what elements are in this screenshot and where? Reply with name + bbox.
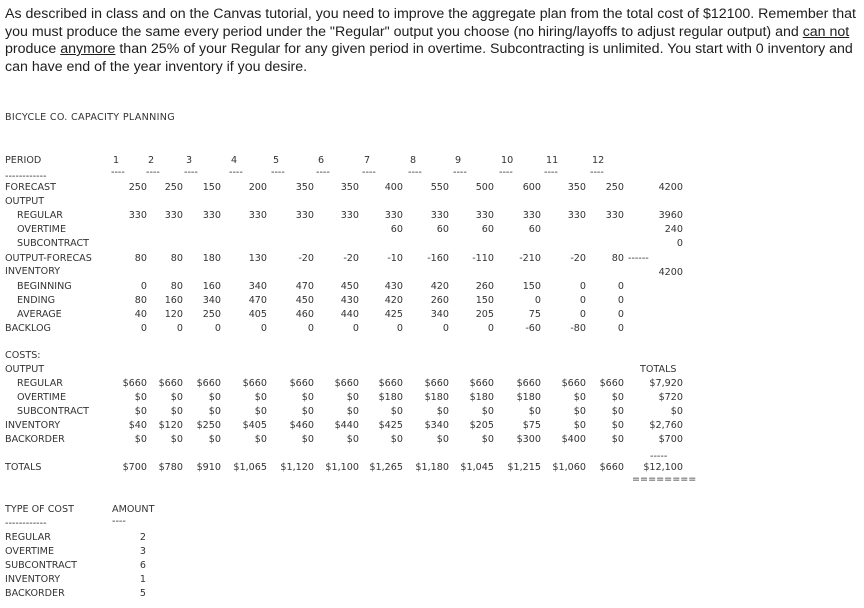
period-underline: ----: [111, 167, 125, 178]
period-number: 2: [148, 155, 155, 166]
cost-cell: $660: [158, 378, 183, 389]
row-cell: 0: [617, 281, 624, 292]
row-cell: 430: [384, 281, 403, 292]
cost-cell: $400: [561, 434, 586, 445]
row-cell: 0: [442, 323, 449, 334]
cost-cell: $660: [599, 378, 624, 389]
grand-total-cell: $1,060: [552, 462, 586, 473]
row-cell: 60: [481, 224, 494, 235]
cost-cell: $180: [516, 392, 541, 403]
cost-cell: $0: [254, 392, 267, 403]
cost-row-total: $0: [670, 406, 683, 417]
costs-label: COSTS:: [5, 350, 41, 361]
grand-total: $12,100: [643, 462, 683, 473]
cost-cell: $250: [196, 420, 221, 431]
period-underline: ----: [408, 167, 422, 178]
cost-type-label: BACKORDER: [5, 588, 65, 599]
grand-total-cell: $780: [158, 462, 183, 473]
row-cell: 330: [164, 210, 183, 221]
row-cell: 420: [384, 295, 403, 306]
row-cell: -20: [570, 253, 586, 264]
cost-type-amount: 2: [139, 532, 146, 543]
row-cell: 500: [475, 182, 494, 193]
row-cell: 350: [340, 182, 359, 193]
row-cell: 405: [248, 309, 267, 320]
row-cell: -160: [427, 253, 449, 264]
row-cell: 80: [134, 295, 147, 306]
row-cell: 330: [522, 210, 541, 221]
cost-cell: $180: [424, 392, 449, 403]
cost-row-total: $2,760: [649, 420, 683, 431]
row-cell: 200: [248, 182, 267, 193]
row-cell: 260: [430, 295, 449, 306]
cost-cell: $660: [424, 378, 449, 389]
row-label: REGULAR: [17, 210, 63, 221]
cost-cell: $180: [469, 392, 494, 403]
row-cell: 250: [128, 182, 147, 193]
period-number: 8: [410, 155, 417, 166]
cost-cell: $180: [378, 392, 403, 403]
row-cell: 150: [475, 295, 494, 306]
cost-row-total: $700: [658, 434, 683, 445]
period-underline: ----: [544, 167, 558, 178]
cost-cell: $0: [170, 392, 183, 403]
cost-cell: $0: [528, 406, 541, 417]
row-label: OUTPUT: [5, 196, 45, 207]
cost-row-label: SUBCONTRACT: [17, 406, 90, 417]
row-cell: 430: [340, 295, 359, 306]
row-cell: 0: [487, 323, 494, 334]
row-cell: 330: [295, 210, 314, 221]
cost-row-label: BACKORDER: [5, 434, 65, 445]
row-cell: 600: [522, 182, 541, 193]
row-cell: 0: [579, 309, 586, 320]
row-cell: 330: [340, 210, 359, 221]
cost-cell: $660: [469, 378, 494, 389]
row-cell: 330: [605, 210, 624, 221]
cost-cell: $40: [128, 420, 147, 431]
row-cell: 120: [164, 309, 183, 320]
row-cell: 60: [436, 224, 449, 235]
grand-total-cell: $1,045: [460, 462, 494, 473]
row-cell: 450: [295, 295, 314, 306]
row-label: ENDING: [17, 295, 56, 306]
cost-cell: $0: [301, 392, 314, 403]
grand-totals-label: TOTALS: [5, 462, 42, 473]
row-cell: 330: [202, 210, 221, 221]
period-number: 4: [231, 155, 238, 166]
period-underline: ----: [316, 167, 330, 178]
instructions-text-2: produce: [5, 41, 61, 57]
row-cell: 340: [430, 309, 449, 320]
cost-cell: $0: [301, 406, 314, 417]
cost-cell: $0: [346, 392, 359, 403]
row-cell: 0: [534, 295, 541, 306]
row-cell: 340: [248, 281, 267, 292]
cost-cell: $0: [254, 434, 267, 445]
row-cell: 350: [567, 182, 586, 193]
row-cell: 330: [248, 210, 267, 221]
cost-cell: $300: [516, 434, 541, 445]
label-underline: ------------: [5, 171, 47, 182]
row-cell: 250: [164, 182, 183, 193]
cost-cell: $660: [122, 378, 147, 389]
cost-cell: $0: [481, 434, 494, 445]
period-underline: ----: [184, 167, 198, 178]
cost-cell: $0: [481, 406, 494, 417]
row-cell: -10: [387, 253, 403, 264]
period-number: 5: [273, 155, 280, 166]
cost-type-amount: 1: [139, 574, 146, 585]
amount-underline: ----: [112, 516, 126, 527]
instructions-emphasis-anymore: anymore: [60, 41, 116, 57]
cost-cell: $0: [346, 406, 359, 417]
row-cell: 0: [140, 323, 147, 334]
row-cell: 340: [202, 295, 221, 306]
row-cell: 330: [384, 210, 403, 221]
cost-cell: $0: [573, 420, 586, 431]
row-cell: 330: [128, 210, 147, 221]
cost-cell: $0: [611, 420, 624, 431]
period-number: 10: [501, 155, 514, 166]
row-cell: 550: [430, 182, 449, 193]
row-cell: -20: [298, 253, 314, 264]
cost-cell: $0: [170, 406, 183, 417]
cost-cell: $205: [469, 420, 494, 431]
row-cell: 75: [528, 309, 541, 320]
cost-cell: $0: [208, 392, 221, 403]
row-cell: 0: [214, 323, 221, 334]
cost-cell: $0: [573, 406, 586, 417]
row-cell: 0: [140, 281, 147, 292]
row-cell: 250: [202, 309, 221, 320]
period-number: 3: [186, 155, 193, 166]
row-cell: 130: [248, 253, 267, 264]
cost-type-amount: 6: [139, 560, 146, 571]
row-cell: 450: [340, 281, 359, 292]
row-cell: 0: [579, 281, 586, 292]
period-number: 6: [318, 155, 325, 166]
double-rule: ========: [632, 474, 697, 485]
cost-cell: $405: [242, 420, 267, 431]
period-underline: ----: [590, 167, 604, 178]
row-cell: 0: [617, 323, 624, 334]
row-cell: 0: [260, 323, 267, 334]
cost-cell: $0: [611, 434, 624, 445]
row-cell: 160: [202, 281, 221, 292]
cost-type-label: OVERTIME: [5, 546, 55, 557]
instructions-emphasis-can-not: can not: [802, 23, 850, 40]
cost-cell: $0: [436, 434, 449, 445]
cost-cell: $0: [134, 406, 147, 417]
row-cell: 0: [307, 323, 314, 334]
row-cell: 0: [176, 323, 183, 334]
row-total: 3960: [658, 210, 683, 221]
cost-type-amount: 3: [139, 546, 146, 557]
cost-cell: $660: [378, 378, 403, 389]
cost-cell: $0: [134, 434, 147, 445]
cost-cell: $0: [208, 406, 221, 417]
row-cell: 425: [384, 309, 403, 320]
row-cell: -80: [570, 323, 586, 334]
row-label: OUTPUT-FORECAS: [5, 253, 92, 264]
row-cell: 330: [567, 210, 586, 221]
cost-cell: $0: [611, 406, 624, 417]
cost-row-label: OVERTIME: [17, 392, 67, 403]
row-label: BEGINNING: [17, 281, 72, 292]
type-of-cost-label: TYPE OF COST: [5, 504, 74, 515]
row-cell: -210: [519, 253, 541, 264]
row-label: BACKLOG: [5, 323, 51, 334]
grand-total-cell: $1,065: [233, 462, 267, 473]
row-cell: 0: [352, 323, 359, 334]
row-cell: 400: [384, 182, 403, 193]
cost-row-total: $7,920: [649, 378, 683, 389]
type-underline: ------------: [5, 518, 47, 529]
cost-cell: $660: [516, 378, 541, 389]
row-cell: 330: [475, 210, 494, 221]
row-cell: -110: [472, 253, 494, 264]
grand-total-cell: $700: [122, 462, 147, 473]
cost-cell: $660: [242, 378, 267, 389]
row-label: INVENTORY: [5, 266, 61, 277]
row-cell: 250: [605, 182, 624, 193]
period-label: PERIOD: [5, 155, 42, 166]
row-cell: -20: [343, 253, 359, 264]
cost-cell: $660: [334, 378, 359, 389]
row-label: OVERTIME: [17, 224, 67, 235]
cost-row-label: REGULAR: [17, 378, 63, 389]
period-number: 12: [592, 155, 605, 166]
row-cell: 80: [170, 281, 183, 292]
total-dash: -----: [650, 451, 668, 462]
cost-cell: $660: [289, 378, 314, 389]
cost-cell: $0: [170, 434, 183, 445]
cost-type-label: REGULAR: [5, 532, 51, 543]
row-cell: 260: [475, 281, 494, 292]
cost-cell: $340: [424, 420, 449, 431]
cost-cell: $0: [390, 434, 403, 445]
cost-cell: $425: [378, 420, 403, 431]
row-cell: 205: [475, 309, 494, 320]
cost-cell: $0: [390, 406, 403, 417]
period-underline: ----: [499, 167, 513, 178]
row-total: 0: [676, 238, 683, 249]
row-cell: 180: [202, 253, 221, 264]
cost-cell: $120: [158, 420, 183, 431]
cost-cell: $0: [611, 392, 624, 403]
row-total: 4200: [658, 267, 683, 278]
grand-total-cell: $1,100: [325, 462, 359, 473]
inline-dash: ------: [628, 253, 649, 264]
row-label: AVERAGE: [17, 309, 62, 320]
row-cell: 160: [164, 295, 183, 306]
period-number: 9: [455, 155, 462, 166]
instructions-text-3: than 25% of your Regular for any given period in overtime. Subcontracting is unlimited. You start with 0 inventory and can have end of the year inventory if you desire.: [5, 41, 853, 75]
row-cell: 0: [579, 295, 586, 306]
period-underline: ----: [362, 167, 376, 178]
cost-type-label: INVENTORY: [5, 574, 61, 585]
grand-total-cell: $1,265: [369, 462, 403, 473]
cost-type-label: SUBCONTRACT: [5, 560, 78, 571]
row-cell: -60: [525, 323, 541, 334]
instructions-text-1: As described in class and on the Canvas tutorial, you need to improve the aggregate plan from the total cost of $12100. Remember that you must produce the same every period under the "Regular" output you choose (no hiring/layoffs to adjust regular output) and: [5, 6, 856, 40]
cost-row-label: INVENTORY: [5, 420, 61, 431]
period-number: 1: [113, 155, 120, 166]
row-cell: 40: [134, 309, 147, 320]
row-cell: 80: [611, 253, 624, 264]
row-cell: 60: [390, 224, 403, 235]
grand-total-cell: $1,120: [280, 462, 314, 473]
row-total: 240: [664, 224, 683, 235]
row-cell: 80: [170, 253, 183, 264]
grand-total-cell: $660: [599, 462, 624, 473]
totals-header: TOTALS: [640, 364, 677, 375]
row-cell: 330: [430, 210, 449, 221]
row-cell: 460: [295, 309, 314, 320]
row-total: 4200: [658, 182, 683, 193]
row-cell: 470: [248, 295, 267, 306]
period-underline: ----: [146, 167, 160, 178]
cost-cell: $0: [346, 434, 359, 445]
row-cell: 150: [522, 281, 541, 292]
row-cell: 350: [295, 182, 314, 193]
row-label: SUBCONTRACT: [17, 238, 90, 249]
cost-cell: $0: [254, 406, 267, 417]
cost-cell: $0: [208, 434, 221, 445]
cost-cell: $660: [561, 378, 586, 389]
period-underline: ----: [453, 167, 467, 178]
cost-row-label: OUTPUT: [5, 364, 45, 375]
row-cell: 150: [202, 182, 221, 193]
row-cell: 420: [430, 281, 449, 292]
cost-cell: $0: [134, 392, 147, 403]
period-underline: ----: [271, 167, 285, 178]
grand-total-cell: $1,215: [507, 462, 541, 473]
row-cell: 0: [396, 323, 403, 334]
cost-cell: $0: [573, 392, 586, 403]
row-cell: 0: [617, 295, 624, 306]
cost-cell: $440: [334, 420, 359, 431]
cost-cell: $460: [289, 420, 314, 431]
cost-row-total: $720: [658, 392, 683, 403]
amount-label: AMOUNT: [112, 504, 155, 515]
period-number: 7: [364, 155, 371, 166]
row-cell: 80: [134, 253, 147, 264]
cost-cell: $0: [436, 406, 449, 417]
row-cell: 470: [295, 281, 314, 292]
period-underline: ----: [229, 167, 243, 178]
cost-type-amount: 5: [139, 588, 146, 599]
cost-cell: $75: [522, 420, 541, 431]
grand-total-cell: $910: [196, 462, 221, 473]
sheet-title: BICYCLE CO. CAPACITY PLANNING: [5, 112, 175, 123]
row-cell: 60: [528, 224, 541, 235]
row-cell: 0: [617, 309, 624, 320]
grand-total-cell: $1,180: [415, 462, 449, 473]
cost-cell: $660: [196, 378, 221, 389]
row-label: FORECAST: [5, 182, 57, 193]
row-cell: 440: [340, 309, 359, 320]
period-number: 11: [546, 155, 559, 166]
cost-cell: $0: [301, 434, 314, 445]
